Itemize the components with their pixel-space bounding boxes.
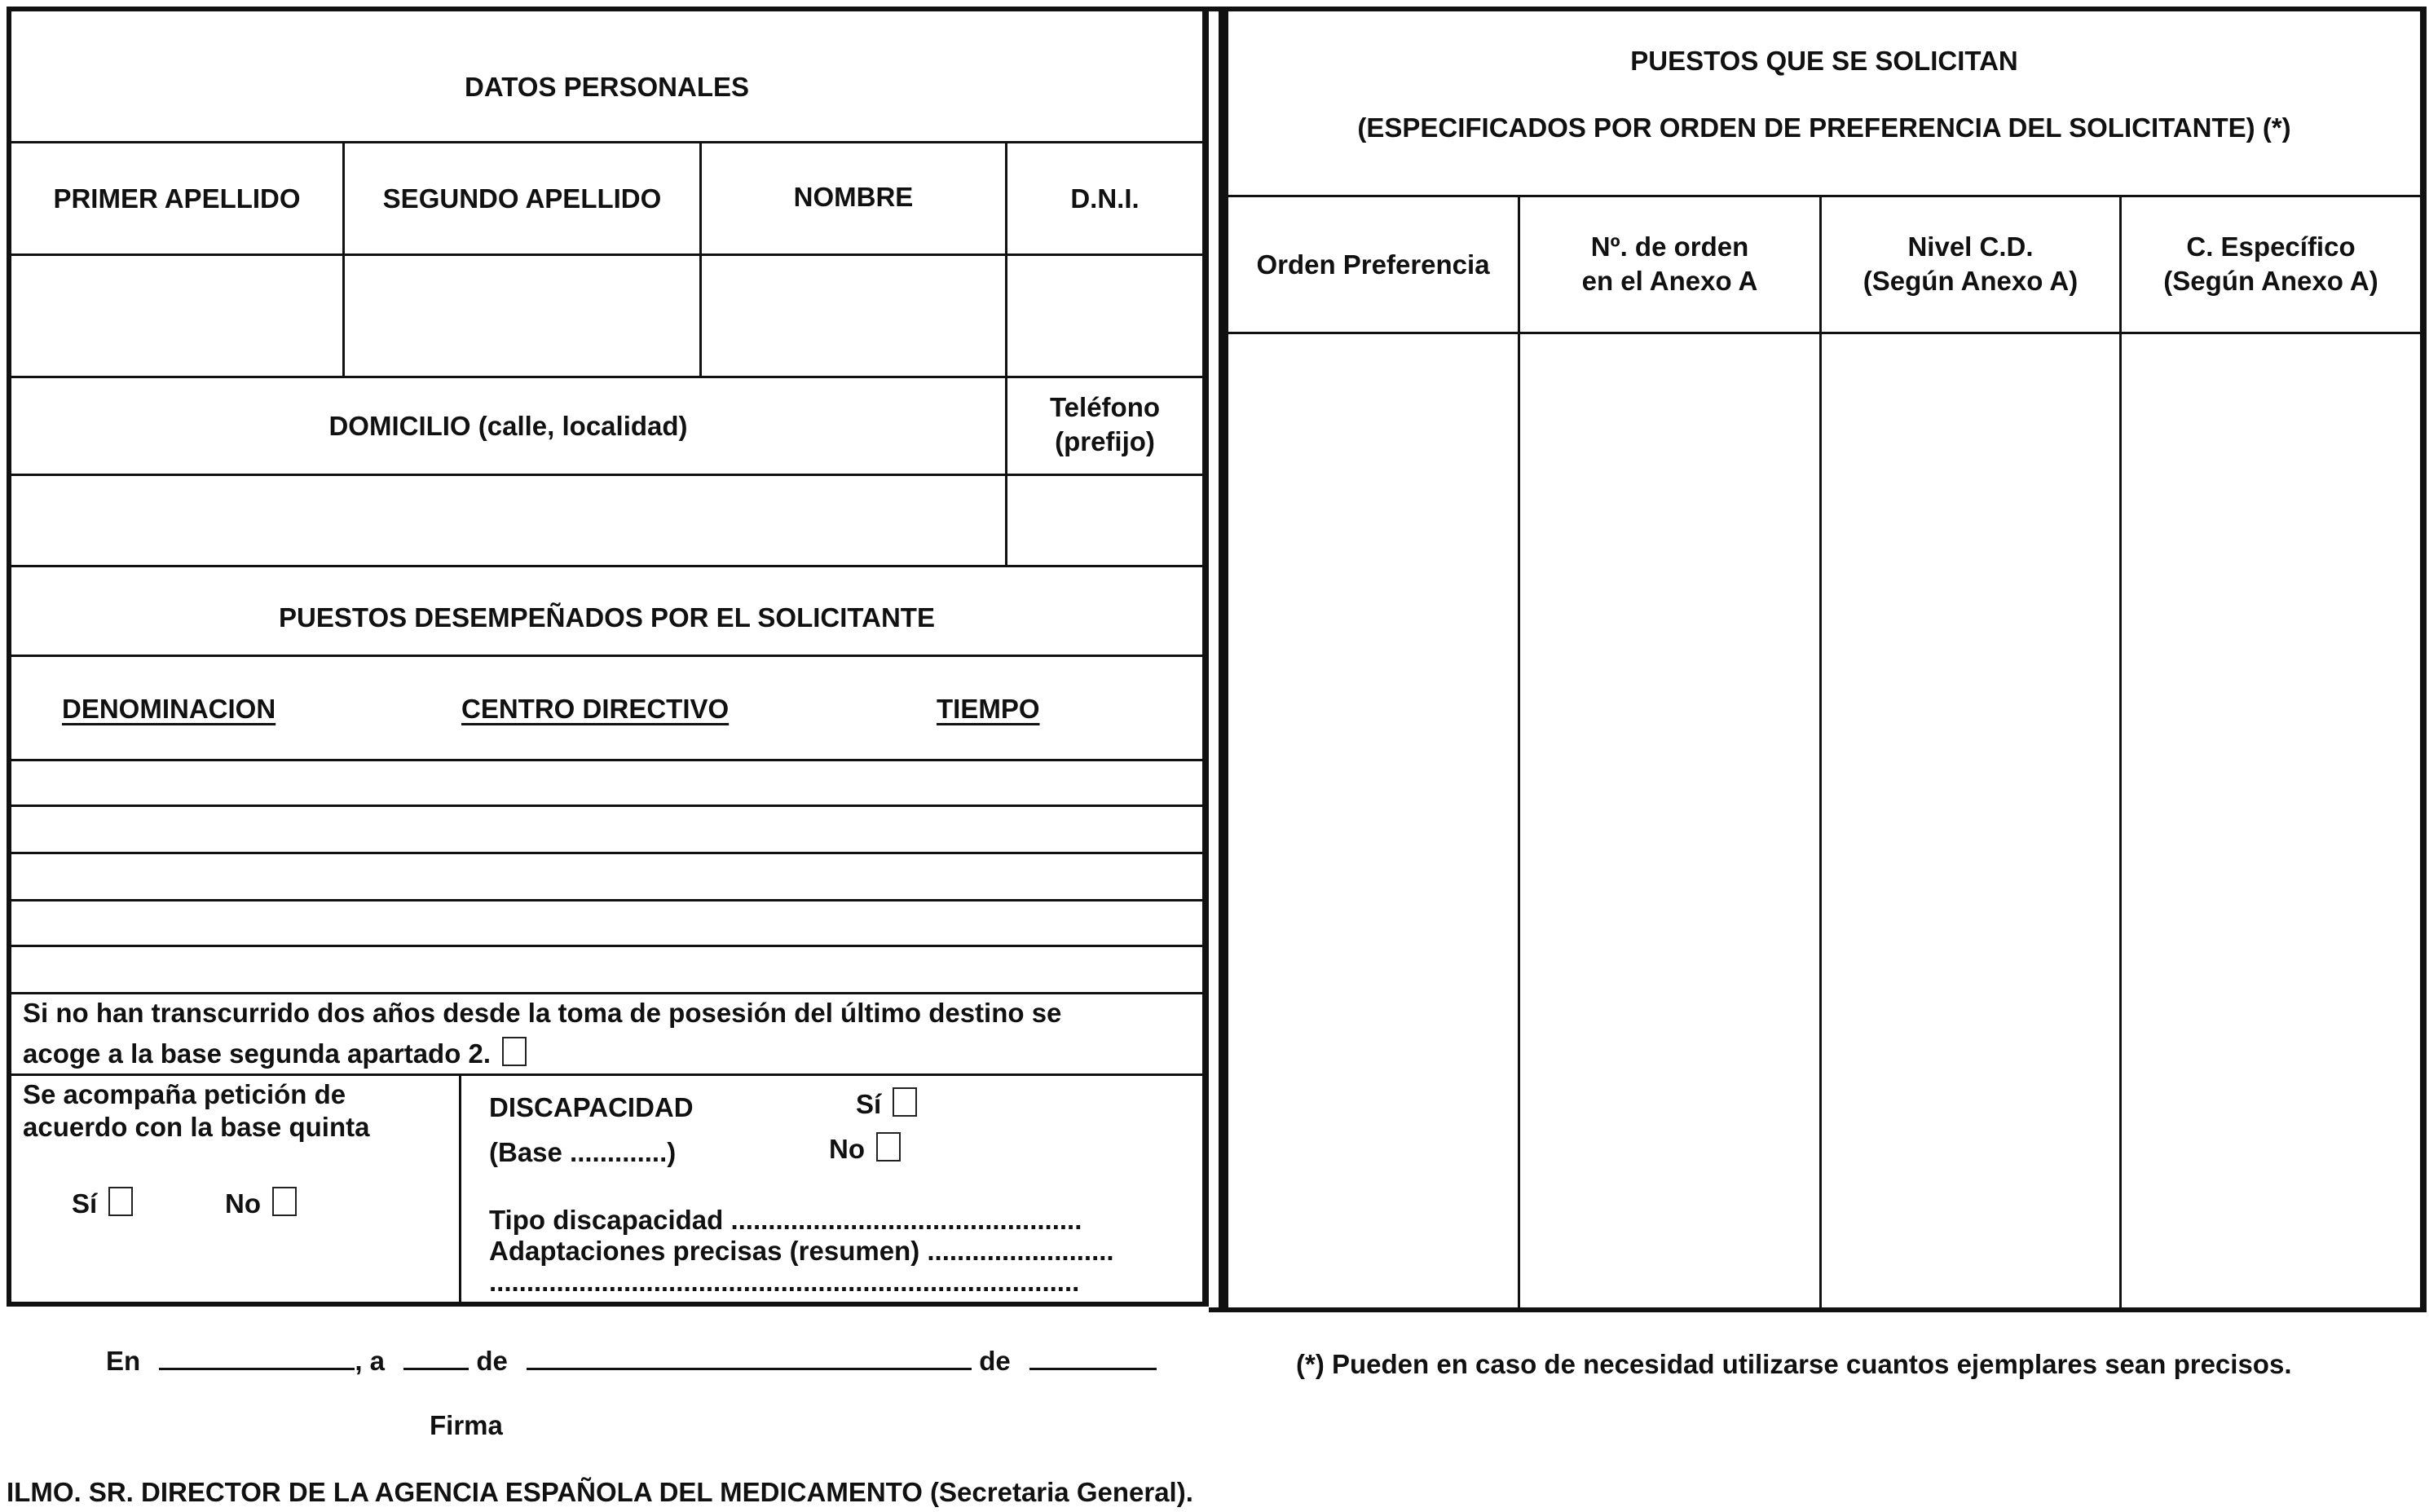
- numero-orden-header-line2: en el Anexo A: [1581, 266, 1758, 296]
- dni-header: D.N.I.: [1070, 183, 1140, 214]
- datos-personales-title: DATOS PERSONALES: [465, 72, 749, 102]
- telefono-header-line1: Teléfono: [1049, 392, 1161, 422]
- adaptaciones-dots: ...............................................................................: [489, 1267, 1080, 1297]
- localidad-blank[interactable]: [159, 1343, 355, 1370]
- nombre-header: NOMBRE: [793, 182, 914, 212]
- en-label: En: [106, 1346, 141, 1376]
- firma-label: Firma: [430, 1410, 503, 1440]
- orden-preferencia-header: Orden Preferencia: [1256, 249, 1490, 280]
- acompana-no-checkbox[interactable]: [272, 1187, 297, 1216]
- acompana-no-label: No: [225, 1188, 261, 1219]
- segundo-apellido-header: SEGUNDO APELLIDO: [382, 183, 662, 214]
- a-label: , a: [355, 1346, 386, 1376]
- discapacidad-no: [829, 1132, 901, 1166]
- de-label-2: de: [979, 1346, 1011, 1376]
- note-line2-text: acoge a la base segunda apartado 2.: [23, 1038, 492, 1069]
- tiempo-header: TIEMPO: [937, 694, 1040, 724]
- centro-directivo-header: CENTRO DIRECTIVO: [461, 694, 730, 724]
- tipo-discapacidad: Tipo discapacidad ...............................................: [489, 1205, 1082, 1235]
- acompana-line1: Se acompaña petición de: [23, 1079, 346, 1109]
- domicilio-header: DOMICILIO (calle, localidad): [328, 411, 688, 441]
- puestos-solicitan-subtitle: (ESPECIFICADOS POR ORDEN DE PREFERENCIA DEL SOLICITANTE) (*): [1357, 112, 2291, 143]
- discapacidad-no-checkbox[interactable]: [876, 1132, 901, 1162]
- de-label-1: de: [476, 1346, 508, 1376]
- nivel-cd-header-line1: Nivel C.D.: [1907, 231, 2034, 262]
- dia-blank[interactable]: [403, 1343, 469, 1370]
- discapacidad-label: DISCAPACIDAD: [489, 1092, 694, 1122]
- note-line2: [23, 1037, 527, 1071]
- base-segunda-checkbox[interactable]: [502, 1037, 527, 1066]
- adaptaciones-precisas: Adaptaciones precisas (resumen) .........................: [489, 1236, 1114, 1266]
- telefono-header-line2: (prefijo): [1055, 426, 1155, 456]
- mes-blank[interactable]: [527, 1343, 972, 1370]
- discapacidad-no-label: No: [829, 1134, 865, 1164]
- puestos-solicitan-title: PUESTOS QUE SE SOLICITAN: [1630, 46, 2018, 76]
- discapacidad-si: [856, 1087, 917, 1122]
- c-especifico-header-line1: C. Específico: [2186, 231, 2356, 262]
- nombre-field[interactable]: [703, 257, 1003, 374]
- c-especifico-header-line2: (Según Anexo A): [2163, 266, 2378, 296]
- numero-orden-header-line1: Nº. de orden: [1590, 231, 1749, 262]
- addressee: ILMO. SR. DIRECTOR DE LA AGENCIA ESPAÑOLA DEL MEDICAMENTO (Secretaria General).: [7, 1477, 1193, 1507]
- acompana-si-label: Sí: [72, 1188, 98, 1219]
- acompana-no: [225, 1187, 297, 1221]
- denominacion-header: DENOMINACION: [62, 694, 276, 724]
- anio-blank[interactable]: [1029, 1343, 1157, 1370]
- acompana-si: [72, 1187, 133, 1221]
- nivel-cd-header-line2: (Según Anexo A): [1863, 266, 2079, 296]
- primer-apellido-field[interactable]: [346, 257, 698, 374]
- lugar-fecha-line: [106, 1343, 1157, 1378]
- footnote: (*) Pueden en caso de necesidad utilizarse cuantos ejemplares sean precisos.: [1296, 1349, 2292, 1379]
- acompana-line2: acuerdo con la base quinta: [23, 1112, 370, 1142]
- discapacidad-si-checkbox[interactable]: [893, 1087, 917, 1117]
- base-label: (Base .............): [489, 1137, 677, 1167]
- puestos-desempenados-title: PUESTOS DESEMPEÑADOS POR EL SOLICITANTE: [279, 602, 935, 633]
- note-line1: Si no han transcurrido dos años desde la toma de posesión del último destino se: [23, 998, 1062, 1028]
- acompana-si-checkbox[interactable]: [108, 1187, 133, 1216]
- primer-apellido-header: PRIMER APELLIDO: [53, 183, 301, 214]
- discapacidad-si-label: Sí: [856, 1089, 882, 1119]
